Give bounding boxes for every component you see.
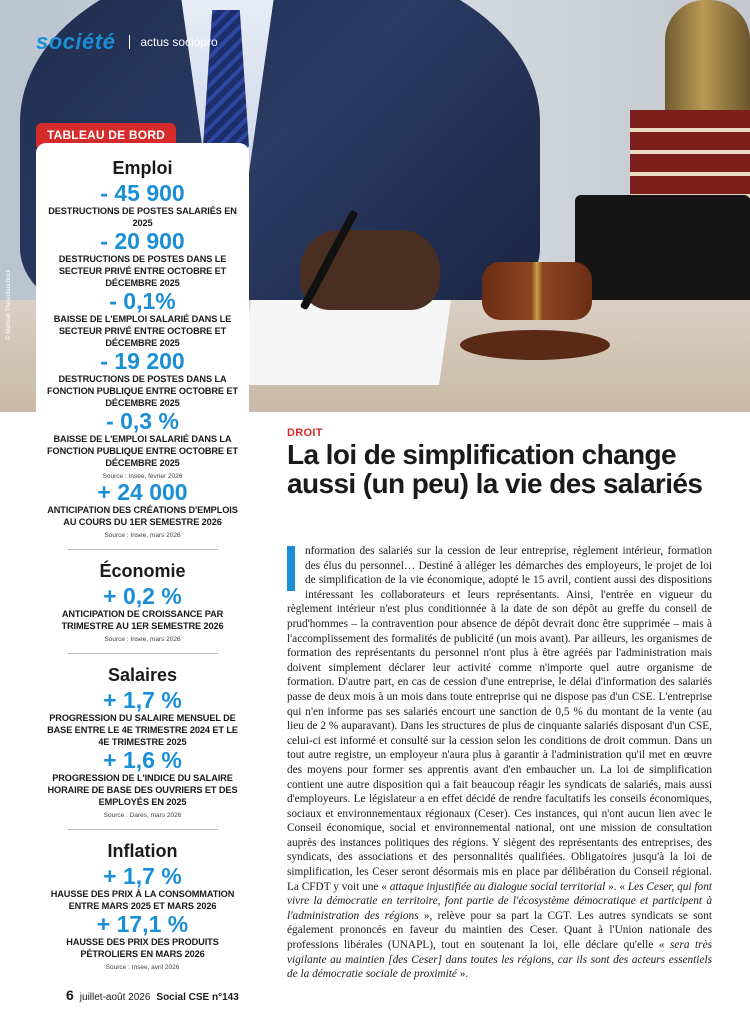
- dropcap-bar: [287, 546, 295, 591]
- stat-label: ANTICIPATION DE CROISSANCE PAR TRIMESTRE AU 1ER SEMESTRE 2026: [61, 609, 224, 631]
- stat-value: + 1,7 %: [103, 863, 182, 889]
- stat-label: ANTICIPATION DES CRÉATIONS D'EMPLOIS AU COURS DU 1ER SEMESTRE 2026: [47, 505, 238, 527]
- stat-value: + 1,6 %: [103, 747, 182, 773]
- dashboard-section-title: Inflation: [107, 841, 178, 861]
- section-name: société: [36, 29, 116, 54]
- article-headline: La loi de simplification change aussi (un peu) la vie des salariés: [287, 439, 703, 499]
- stat-value: + 24 000: [97, 479, 188, 505]
- stat-label: DESTRUCTIONS DE POSTES DANS LA FONCTION PUBLIQUE ENTRE OCTOBRE ET DÉCEMBRE 2025: [47, 374, 238, 408]
- stat-item: [36, 349, 249, 409]
- quote-text: sera très vigilante au maintien [des Ceser] dans toutes les régions, car ils sont des acteurs essentiels de la démocratie sociale de proximité: [287, 939, 712, 981]
- body-text-run: ». «: [605, 880, 628, 893]
- books-image: [630, 110, 750, 200]
- dashboard-tab: TABLEAU DE BORD: [36, 123, 176, 147]
- dashboard-panel: [36, 143, 249, 971]
- stat-value: + 17,1 %: [96, 911, 189, 937]
- stat-value: + 0,2 %: [103, 583, 182, 609]
- article-kicker: DROIT: [287, 427, 323, 439]
- stat-item: [36, 584, 249, 643]
- dashboard-section-title: Salaires: [107, 665, 178, 685]
- quote-text: attaque injustifiée au dialogue social territorial: [389, 880, 606, 893]
- dashboard-section-title: Économie: [99, 561, 186, 581]
- article-body: [287, 544, 712, 982]
- stat-value: - 0,3 %: [106, 408, 179, 434]
- dashboard-content: [36, 157, 249, 971]
- stat-label: DESTRUCTIONS DE POSTES SALARIÉS EN 2025: [48, 206, 237, 228]
- stat-item: [36, 480, 249, 539]
- stat-label: BAISSE DE L'EMPLOI SALARIÉ DANS LE SECTEUR PRIVÉ ENTRE OCTOBRE ET DÉCEMBRE 2025: [53, 314, 232, 348]
- stat-label: DESTRUCTIONS DE POSTES DANS LE SECTEUR PRIVÉ ENTRE OCTOBRE ET DÉCEMBRE 2025: [58, 254, 227, 288]
- stat-value: - 20 900: [100, 228, 185, 254]
- stat-item: [36, 409, 249, 480]
- stat-label: PROGRESSION DU SALAIRE MENSUEL DE BASE ENTRE LE 4E TRIMESTRE 2024 ET LE 4E TRIMESTRE 2025: [47, 713, 238, 747]
- stat-label: HAUSSE DES PRIX DES PRODUITS PÉTROLIERS EN MARS 2026: [66, 937, 219, 959]
- gavel-base-image: [460, 330, 610, 360]
- stat-label: HAUSSE DES PRIX À LA CONSOMMATION ENTRE MARS 2025 ET MARS 2026: [50, 889, 235, 911]
- body-text-run: », relève pour sa part la CGT. Les autres syndicats se sont également prononcés en faveur du maintien des Ceser. Quant à l'Union nationale des professions libérales (UNAPL), tout en soutenant la loi, elle déclare qu'elle «: [287, 909, 712, 952]
- subsection-name: actus sociopro: [140, 35, 218, 49]
- header-separator: [129, 35, 130, 49]
- stat-source: Source : Insee, février 2026: [102, 473, 183, 480]
- document-image: [239, 300, 451, 385]
- stat-label: PROGRESSION DE L'INDICE DU SALAIRE HORAIRE DE BASE DES OUVRIERS ET DES EMPLOYÉS EN 2025: [47, 773, 238, 807]
- stat-item: [36, 748, 249, 819]
- stat-source: Source : Dares, mars 2026: [103, 812, 182, 819]
- stat-item: [36, 864, 249, 912]
- stat-value: - 0,1%: [109, 288, 176, 314]
- stat-source: Source : Insee, mars 2026: [104, 636, 181, 643]
- stat-item: [36, 229, 249, 289]
- stat-item: [36, 912, 249, 971]
- page-header: [36, 29, 218, 55]
- stat-value: + 1,7 %: [103, 687, 182, 713]
- dashboard-section-title: Emploi: [112, 158, 173, 178]
- article-text: [287, 545, 712, 980]
- stat-item: [36, 181, 249, 229]
- stat-item: [36, 688, 249, 748]
- stat-item: [36, 289, 249, 349]
- gavel-image: [482, 262, 592, 320]
- body-text-run: ».: [456, 968, 469, 981]
- stat-value: - 45 900: [100, 180, 185, 206]
- stat-source: Source : Insee, avril 2026: [105, 964, 180, 971]
- issue-date: juillet-août 2026: [79, 992, 151, 1003]
- section-divider: [68, 653, 218, 654]
- page-number: 6: [66, 987, 74, 1003]
- section-divider: [68, 829, 218, 830]
- stat-source: Source : Insee, mars 2026: [104, 532, 181, 539]
- body-text-run: nformation des salariés sur la cession de leur entreprise, règlement intérieur, formation des élus du personnel… Destiné à alléger les démarches des employeurs, le projet de loi de simplification de la vie économique, adopté le 15 avril, contient aussi des dispositions intéressant les collaborateurs et leurs représentants. Ainsi, l'entrée en vigueur du règlement intérieur n'est plus conditionnée à la date de son dépôt au greffe du conseil de prud'hommes – la contravention pour absence de dépôt devrait donc être supprimée – mais à l'accomplissement des formalités de publicité (un mois avant). Par ailleurs, les organismes de formation des représentants du personnel n'ont plus à être agréés par l'administration mais doivent simplement déclarer leur activité comme n'importe quel autre organisme de formation. D'autre part, en cas de cession d'une entreprise, le délai d'information des salariés passe de deux mois à un mois dans toute entreprise qui ne dispose pas d'un CSE. L'entreprise qui n'en informe pas ses salariés encourt une sanction de 0,5 % du montant de la vente (au lieu de 2 % auparavant). Dans les structures de plus de cinquante salariés disposant d'un CSE, celui-ci est informé et consulté sur la cession selon les conditions de droit commun. Dans un tout autre registre, un employeur n'aura plus à garantir à l'administration qu'il met en œuvre des moyens pour former ses apprentis avant d'en embaucher un. La loi de simplification contient une autre disposition qui a fait beaucoup réagir les syndicats de salariés, mais aussi d'employeurs. Le législateur a en effet décidé de rendre facultatifs les conseils économiques, sociaux et environnementaux régionaux (Ceser). Ces instances, qui n'ont aucun lien avec le Conseil économique, social et environnemental national, ont une mission de consultation auprès des instances politiques des régions. Y siègent des représentants des entreprises, des syndicats, des associations et des personnalités qualifiées. Obligatoires jusqu'à la loi de simplification, les Ceser seront désormais mis en place par délibération du Conseil régional. La CFDT y voit une «: [287, 545, 712, 893]
- stat-value: - 19 200: [100, 348, 185, 374]
- photo-credit: © Mattsuk Thesultanchock: [6, 269, 12, 340]
- quote-text: Les Ceser, qui font vivre la démocratie en territoire, font partie de l'écosystème démocratique et participent à l'administration des régions: [287, 880, 712, 922]
- stat-label: BAISSE DE L'EMPLOI SALARIÉ DANS LA FONCTION PUBLIQUE ENTRE OCTOBRE ET DÉCEMBRE 2025: [47, 434, 238, 468]
- section-divider: [68, 549, 218, 550]
- page-footer: [66, 987, 239, 1003]
- magazine-name: Social CSE n°143: [156, 992, 239, 1003]
